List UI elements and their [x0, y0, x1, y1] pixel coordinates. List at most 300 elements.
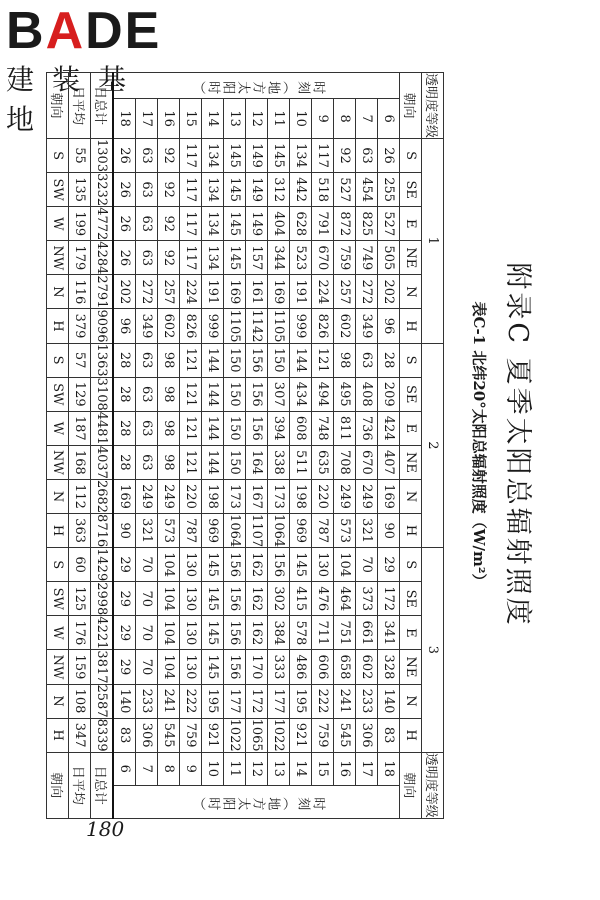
value-cell: 130 [312, 548, 334, 582]
value-cell: 63 [136, 377, 158, 411]
value-cell: 349 [356, 309, 378, 343]
value-cell: 92 [158, 241, 180, 275]
value-cell: 156 [224, 548, 246, 582]
value-cell: 60 [69, 548, 91, 582]
value-cell: 157 [246, 241, 268, 275]
value-cell: 104 [334, 548, 356, 582]
value-cell: 220 [180, 479, 202, 513]
bottom-orientation-row-label-right: 朝向 [47, 752, 69, 818]
value-cell: 1107 [246, 514, 268, 548]
value-cell: 199 [69, 207, 91, 241]
orientation-label-right: 朝向 [400, 752, 422, 818]
value-cell: 373 [356, 582, 378, 616]
value-cell: 2587 [91, 684, 114, 718]
value-cell: 177 [268, 684, 290, 718]
value-cell: 125 [69, 582, 91, 616]
value-cell: 134 [202, 173, 224, 207]
value-cell: 144 [290, 343, 312, 377]
value-cell: 172 [378, 582, 400, 616]
value-cell: 198 [290, 479, 312, 513]
value-cell: 826 [180, 309, 202, 343]
bottom-orientation-row-label: 朝向 [47, 73, 69, 139]
value-cell: 98 [158, 445, 180, 479]
value-cell: 1363 [91, 343, 114, 377]
value-cell: 545 [334, 718, 356, 752]
value-cell: 134 [202, 207, 224, 241]
table-row [290, 73, 312, 819]
table-row [136, 73, 158, 819]
value-cell: 90 [113, 514, 136, 548]
value-cell: 573 [334, 514, 356, 548]
value-cell: 2682 [91, 479, 114, 513]
value-cell: 29 [113, 616, 136, 650]
value-cell: 116 [69, 275, 91, 309]
value-cell: 321 [136, 514, 158, 548]
level-3-header: 3 [422, 548, 444, 753]
value-cell: 4037 [91, 445, 114, 479]
value-cell: 117 [180, 207, 202, 241]
value-cell: 92 [334, 139, 356, 173]
value-cell: 4772 [91, 207, 114, 241]
value-cell: 826 [312, 309, 334, 343]
value-cell: 28 [378, 343, 400, 377]
value-cell: 1064 [268, 514, 290, 548]
value-cell: 321 [356, 514, 378, 548]
value-cell: 224 [312, 275, 334, 309]
value-cell: 130 [180, 548, 202, 582]
value-cell: 112 [69, 479, 91, 513]
value-cell: 751 [334, 616, 356, 650]
value-cell: 28 [113, 377, 136, 411]
value-cell: H [47, 718, 69, 752]
value-cell: 156 [246, 411, 268, 445]
direction-header: E [400, 616, 422, 650]
logo-sub-text: 建装基地 [6, 63, 145, 136]
hour-cell: 6 [378, 99, 400, 139]
direction-header: SE [400, 377, 422, 411]
value-cell: 523 [290, 241, 312, 275]
value-cell: 156 [246, 377, 268, 411]
direction-header: S [400, 343, 422, 377]
direction-header: SE [400, 582, 422, 616]
value-cell: 602 [334, 309, 356, 343]
value-cell: 272 [356, 275, 378, 309]
value-cell: N [47, 479, 69, 513]
value-cell: 573 [158, 514, 180, 548]
value-cell: 220 [312, 479, 334, 513]
value-cell: 349 [136, 309, 158, 343]
hour-cell-right: 11 [224, 752, 246, 785]
value-cell: 28 [113, 411, 136, 445]
value-cell: 312 [268, 173, 290, 207]
value-cell: W [47, 207, 69, 241]
value-cell: 424 [378, 411, 400, 445]
value-cell: 661 [356, 616, 378, 650]
value-cell: 140 [378, 684, 400, 718]
value-cell: 379 [69, 309, 91, 343]
value-cell: S [47, 548, 69, 582]
value-cell: 9096 [91, 309, 114, 343]
value-cell: 202 [378, 275, 400, 309]
hour-cell: 12 [246, 99, 268, 139]
value-cell: 63 [356, 139, 378, 173]
value-cell: 150 [268, 343, 290, 377]
hour-cell: 13 [224, 99, 246, 139]
value-cell: 249 [334, 479, 356, 513]
value-cell: 2791 [91, 275, 114, 309]
value-cell: 1022 [268, 718, 290, 752]
value-cell: 156 [246, 343, 268, 377]
value-cell: 338 [268, 445, 290, 479]
value-cell: 140 [113, 684, 136, 718]
hour-cell: 11 [268, 99, 290, 139]
direction-header: E [400, 411, 422, 445]
value-cell: 872 [334, 207, 356, 241]
table-row [378, 73, 400, 819]
value-cell: NW [47, 650, 69, 684]
table-row [334, 73, 356, 819]
value-cell: 70 [136, 616, 158, 650]
value-cell: 187 [69, 411, 91, 445]
daily-total-row-label: 日总计 [91, 73, 114, 139]
value-cell: 811 [334, 411, 356, 445]
value-cell: 149 [246, 139, 268, 173]
value-cell: 108 [69, 684, 91, 718]
value-cell: 408 [356, 377, 378, 411]
direction-header: H [400, 514, 422, 548]
value-cell: 63 [136, 173, 158, 207]
value-cell: 145 [224, 139, 246, 173]
value-cell: 1105 [224, 309, 246, 343]
value-cell: 162 [246, 616, 268, 650]
value-cell: 527 [378, 207, 400, 241]
value-cell: 3108 [91, 377, 114, 411]
value-cell: 341 [378, 616, 400, 650]
value-cell: SW [47, 377, 69, 411]
daily-avg-row [69, 73, 91, 819]
value-cell: 999 [290, 309, 312, 343]
hour-cell-right: 8 [158, 752, 180, 785]
value-cell: 170 [246, 650, 268, 684]
value-cell: 505 [378, 241, 400, 275]
value-cell: 145 [202, 650, 224, 684]
value-cell: 8339 [91, 718, 114, 752]
bottom-orientation-row [47, 73, 69, 819]
value-cell: 736 [356, 411, 378, 445]
value-cell: 670 [312, 241, 334, 275]
value-cell: 117 [180, 241, 202, 275]
value-cell: 104 [158, 650, 180, 684]
value-cell: 98 [158, 343, 180, 377]
value-cell: 161 [246, 275, 268, 309]
value-cell: 156 [268, 548, 290, 582]
value-cell: 167 [246, 479, 268, 513]
value-cell: 495 [334, 377, 356, 411]
value-cell: 150 [224, 445, 246, 479]
direction-header: N [400, 684, 422, 718]
value-cell: 134 [202, 241, 224, 275]
level-1-header: 1 [422, 139, 444, 344]
value-cell: 494 [312, 377, 334, 411]
value-cell: NW [47, 241, 69, 275]
value-cell: 70 [136, 548, 158, 582]
value-cell: 442 [290, 173, 312, 207]
value-cell: 608 [290, 411, 312, 445]
logo-main-text: BADE [6, 2, 162, 60]
value-cell: 26 [113, 241, 136, 275]
value-cell: 464 [334, 582, 356, 616]
value-cell: 222 [180, 684, 202, 718]
direction-header: NE [400, 241, 422, 275]
value-cell: 104 [158, 582, 180, 616]
value-cell: 150 [224, 411, 246, 445]
value-cell: 145 [202, 616, 224, 650]
value-cell: 328 [378, 650, 400, 684]
value-cell: 129 [69, 377, 91, 411]
value-cell: 1065 [246, 718, 268, 752]
value-cell: NW [47, 445, 69, 479]
value-cell: 104 [158, 616, 180, 650]
table-row [224, 73, 246, 819]
value-cell: 134 [290, 139, 312, 173]
value-cell: 70 [136, 650, 158, 684]
value-cell: 307 [268, 377, 290, 411]
value-cell: 404 [268, 207, 290, 241]
table-row [180, 73, 202, 819]
value-cell: 606 [312, 650, 334, 684]
hour-cell-right: 16 [334, 752, 356, 785]
value-cell: 149 [246, 173, 268, 207]
value-cell: 191 [290, 275, 312, 309]
value-cell: 344 [268, 241, 290, 275]
value-cell: 70 [136, 582, 158, 616]
value-cell: 825 [356, 207, 378, 241]
hour-cell: 7 [356, 99, 378, 139]
value-cell: 209 [378, 377, 400, 411]
hour-cell-right: 12 [246, 752, 268, 785]
hour-cell-right: 17 [356, 752, 378, 785]
value-cell: 363 [69, 514, 91, 548]
daily-total-row-label-right: 日总计 [91, 752, 114, 818]
value-cell: 57 [69, 343, 91, 377]
value-cell: 434 [290, 377, 312, 411]
value-cell: 394 [268, 411, 290, 445]
hour-cell: 10 [290, 99, 312, 139]
value-cell: 63 [136, 411, 158, 445]
value-cell: 255 [378, 173, 400, 207]
hour-cell-right: 9 [180, 752, 202, 785]
hour-cell: 15 [180, 99, 202, 139]
value-cell: 121 [180, 445, 202, 479]
value-cell: 249 [136, 479, 158, 513]
value-cell: 306 [356, 718, 378, 752]
table-row [246, 73, 268, 819]
value-cell: 415 [290, 582, 312, 616]
value-cell: W [47, 616, 69, 650]
value-cell: 4284 [91, 241, 114, 275]
time-label-right: 时刻（地方太阳时） [191, 794, 326, 810]
value-cell: 144 [202, 377, 224, 411]
value-cell: 169 [224, 275, 246, 309]
value-cell: 121 [180, 377, 202, 411]
value-cell: 173 [268, 479, 290, 513]
value-cell: 749 [356, 241, 378, 275]
value-cell: 104 [158, 548, 180, 582]
value-cell: 759 [334, 241, 356, 275]
value-cell: 90 [378, 514, 400, 548]
value-cell: 130 [180, 582, 202, 616]
value-cell: 527 [334, 173, 356, 207]
hour-cell-right: 13 [268, 752, 290, 785]
value-cell: 249 [158, 479, 180, 513]
value-cell: 1064 [224, 514, 246, 548]
direction-header: N [400, 479, 422, 513]
value-cell: 1142 [246, 309, 268, 343]
direction-header: SE [400, 173, 422, 207]
value-cell: 121 [180, 343, 202, 377]
value-cell: 173 [224, 479, 246, 513]
value-cell: 233 [136, 684, 158, 718]
value-cell: 545 [158, 718, 180, 752]
value-cell: 602 [356, 650, 378, 684]
value-cell: 145 [224, 173, 246, 207]
value-cell: 98 [158, 411, 180, 445]
value-cell: 257 [158, 275, 180, 309]
value-cell: 198 [202, 479, 224, 513]
value-cell: 26 [113, 139, 136, 173]
direction-header: E [400, 207, 422, 241]
value-cell: 1105 [268, 309, 290, 343]
value-cell: 26 [378, 139, 400, 173]
value-cell: 272 [136, 275, 158, 309]
value-cell: S [47, 139, 69, 173]
value-cell: 117 [180, 139, 202, 173]
direction-header: H [400, 718, 422, 752]
value-cell: 117 [312, 139, 334, 173]
orientation-label: 朝向 [400, 73, 422, 139]
value-cell: 144 [202, 343, 224, 377]
hour-cell: 8 [334, 99, 356, 139]
value-cell: 63 [136, 139, 158, 173]
value-cell: 98 [334, 343, 356, 377]
value-cell: 26 [113, 173, 136, 207]
value-cell: 29 [113, 650, 136, 684]
rotated-page-content [48, 50, 540, 840]
value-cell: 257 [334, 275, 356, 309]
value-cell: 130 [180, 650, 202, 684]
hour-cell-right: 7 [136, 752, 158, 785]
value-cell: 149 [246, 207, 268, 241]
daily-total-row [91, 73, 114, 819]
value-cell: 145 [290, 548, 312, 582]
value-cell: 1303 [91, 139, 114, 173]
value-cell: 70 [356, 548, 378, 582]
value-cell: 3817 [91, 650, 114, 684]
value-cell: 708 [334, 445, 356, 479]
value-cell: 83 [113, 718, 136, 752]
table-caption: 表C-1 北纬20°太阳总辐射照度（W/m²） [470, 301, 488, 589]
value-cell: 117 [180, 173, 202, 207]
time-label: 时刻（地方太阳时） [191, 78, 326, 94]
value-cell: 759 [180, 718, 202, 752]
value-cell: 921 [202, 718, 224, 752]
hour-cell: 18 [113, 99, 136, 139]
value-cell: 787 [312, 514, 334, 548]
value-cell: 92 [158, 139, 180, 173]
value-cell: 486 [290, 650, 312, 684]
value-cell: 135 [69, 173, 91, 207]
direction-header: NE [400, 650, 422, 684]
value-cell: 249 [356, 479, 378, 513]
value-cell: 454 [356, 173, 378, 207]
value-cell: 98 [158, 377, 180, 411]
value-cell: 29 [113, 582, 136, 616]
value-cell: 3232 [91, 173, 114, 207]
value-cell: N [47, 684, 69, 718]
table-row [158, 73, 180, 819]
value-cell: 121 [180, 411, 202, 445]
value-cell: 96 [113, 309, 136, 343]
value-cell: 130 [180, 616, 202, 650]
value-cell: 169 [113, 479, 136, 513]
value-cell: 156 [224, 616, 246, 650]
value-cell: 168 [69, 445, 91, 479]
value-cell: 578 [290, 616, 312, 650]
hour-cell-right: 6 [113, 752, 136, 785]
value-cell: 162 [246, 548, 268, 582]
value-cell: 8716 [91, 514, 114, 548]
value-cell: 63 [136, 445, 158, 479]
value-cell: 145 [202, 548, 224, 582]
direction-header: H [400, 309, 422, 343]
value-cell: 156 [224, 650, 246, 684]
value-cell: 4481 [91, 411, 114, 445]
value-cell: 1022 [224, 718, 246, 752]
value-cell: 29 [378, 548, 400, 582]
value-cell: 145 [202, 582, 224, 616]
value-cell: S [47, 343, 69, 377]
value-cell: 150 [224, 343, 246, 377]
value-cell: 164 [246, 445, 268, 479]
value-cell: SW [47, 582, 69, 616]
level-2-header: 2 [422, 343, 444, 548]
table-row [356, 73, 378, 819]
table-row [268, 73, 290, 819]
value-cell: 969 [290, 514, 312, 548]
value-cell: 969 [202, 514, 224, 548]
value-cell: 162 [246, 582, 268, 616]
corner-label: 透明度等级 [422, 73, 444, 139]
hour-cell: 14 [202, 99, 224, 139]
value-cell: 195 [202, 684, 224, 718]
value-cell: 347 [69, 718, 91, 752]
value-cell: 92 [158, 207, 180, 241]
value-cell: 241 [334, 684, 356, 718]
value-cell: 26 [113, 207, 136, 241]
value-cell: 791 [312, 207, 334, 241]
value-cell: 222 [312, 684, 334, 718]
value-cell: 476 [312, 582, 334, 616]
corner-label-right: 透明度等级 [422, 752, 444, 818]
value-cell: 156 [224, 582, 246, 616]
value-cell: 169 [268, 275, 290, 309]
value-cell: 384 [268, 616, 290, 650]
value-cell: 306 [136, 718, 158, 752]
value-cell: 28 [113, 445, 136, 479]
value-cell: 921 [290, 718, 312, 752]
value-cell: 787 [180, 514, 202, 548]
value-cell: H [47, 514, 69, 548]
